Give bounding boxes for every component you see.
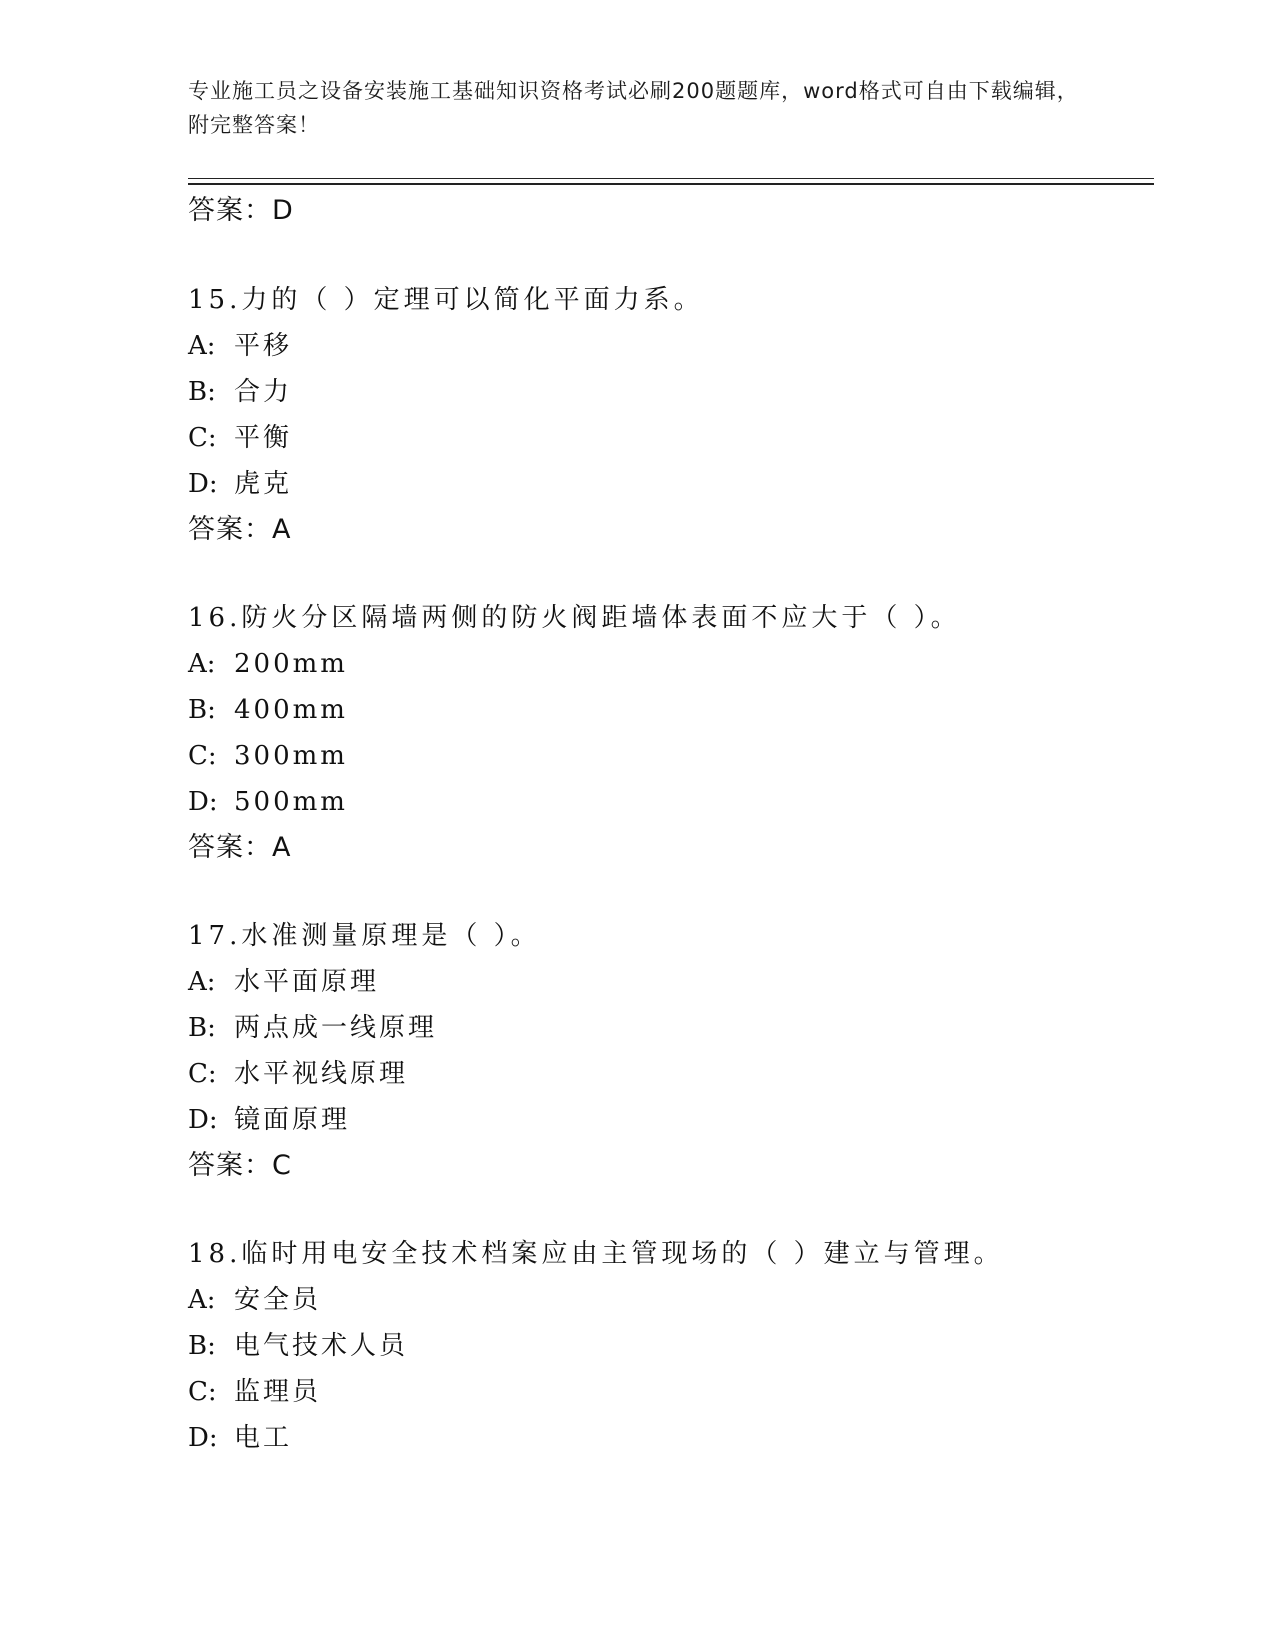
option-b (188, 1009, 1154, 1047)
option-text: 300mm (234, 741, 348, 771)
option-key: A: (188, 331, 216, 361)
option-text: 电气技术人员 (234, 1331, 409, 1361)
option-key: B: (188, 695, 216, 725)
option-text: 虎克 (234, 469, 293, 499)
option-c (188, 1055, 1154, 1093)
option-a (188, 963, 1154, 1001)
question-15 (188, 281, 1154, 549)
answer-line: 答案：A (188, 514, 292, 545)
option-text: 500mm (234, 787, 348, 817)
option-c (188, 1373, 1154, 1411)
option-key: A: (188, 1285, 216, 1315)
option-d (188, 783, 1154, 821)
option-d (188, 1101, 1154, 1139)
header-rule-thick (188, 183, 1154, 185)
question-17 (188, 917, 1154, 1185)
option-d (188, 465, 1154, 503)
option-b (188, 691, 1154, 729)
option-text: 200mm (234, 649, 348, 679)
option-text: 水平面原理 (234, 967, 380, 997)
option-text: 合力 (234, 377, 293, 407)
question-list (188, 192, 1154, 1507)
option-b (188, 1327, 1154, 1365)
option-a (188, 327, 1154, 365)
option-key: C: (188, 423, 217, 453)
question-stem: 16.防火分区隔墙两侧的防火阀距墙体表面不应大于（ ）。 (188, 603, 961, 633)
option-key: C: (188, 1377, 217, 1407)
option-c (188, 419, 1154, 457)
option-b (188, 373, 1154, 411)
option-text: 安全员 (234, 1285, 322, 1315)
question-stem: 18.临时用电安全技术档案应由主管现场的（ ）建立与管理。 (188, 1239, 1004, 1269)
option-key: C: (188, 741, 217, 771)
question-18 (188, 1235, 1154, 1457)
option-key: D: (188, 787, 218, 817)
option-a (188, 1281, 1154, 1319)
answer-line: 答案：C (188, 1150, 292, 1181)
question-16 (188, 599, 1154, 867)
option-key: D: (188, 469, 218, 499)
option-a (188, 645, 1154, 683)
option-text: 电工 (234, 1423, 293, 1453)
question-stem: 17.水准测量原理是（ ）。 (188, 921, 541, 951)
option-text: 水平视线原理 (234, 1059, 409, 1089)
header-rule-thin (188, 178, 1154, 179)
answer-line: 答案：A (188, 832, 292, 863)
answer-line: 答案：D (188, 195, 294, 226)
option-d (188, 1419, 1154, 1457)
option-key: B: (188, 1331, 216, 1361)
option-key: A: (188, 967, 216, 997)
question-stem: 15.力的（ ）定理可以简化平面力系。 (188, 285, 704, 315)
option-text: 监理员 (234, 1377, 322, 1407)
option-key: A: (188, 649, 216, 679)
option-key: D: (188, 1105, 218, 1135)
option-c (188, 737, 1154, 775)
option-key: B: (188, 377, 216, 407)
option-text: 两点成一线原理 (234, 1013, 438, 1043)
option-text: 平移 (234, 331, 293, 361)
option-key: D: (188, 1423, 218, 1453)
option-key: B: (188, 1013, 216, 1043)
option-text: 400mm (234, 695, 348, 725)
document-header: 专业施工员之设备安装施工基础知识资格考试必刷200题题库，word格式可自由下载编辑，附完整答案！ (188, 79, 1079, 137)
option-text: 平衡 (234, 423, 293, 453)
option-text: 镜面原理 (234, 1105, 351, 1135)
option-key: C: (188, 1059, 217, 1089)
